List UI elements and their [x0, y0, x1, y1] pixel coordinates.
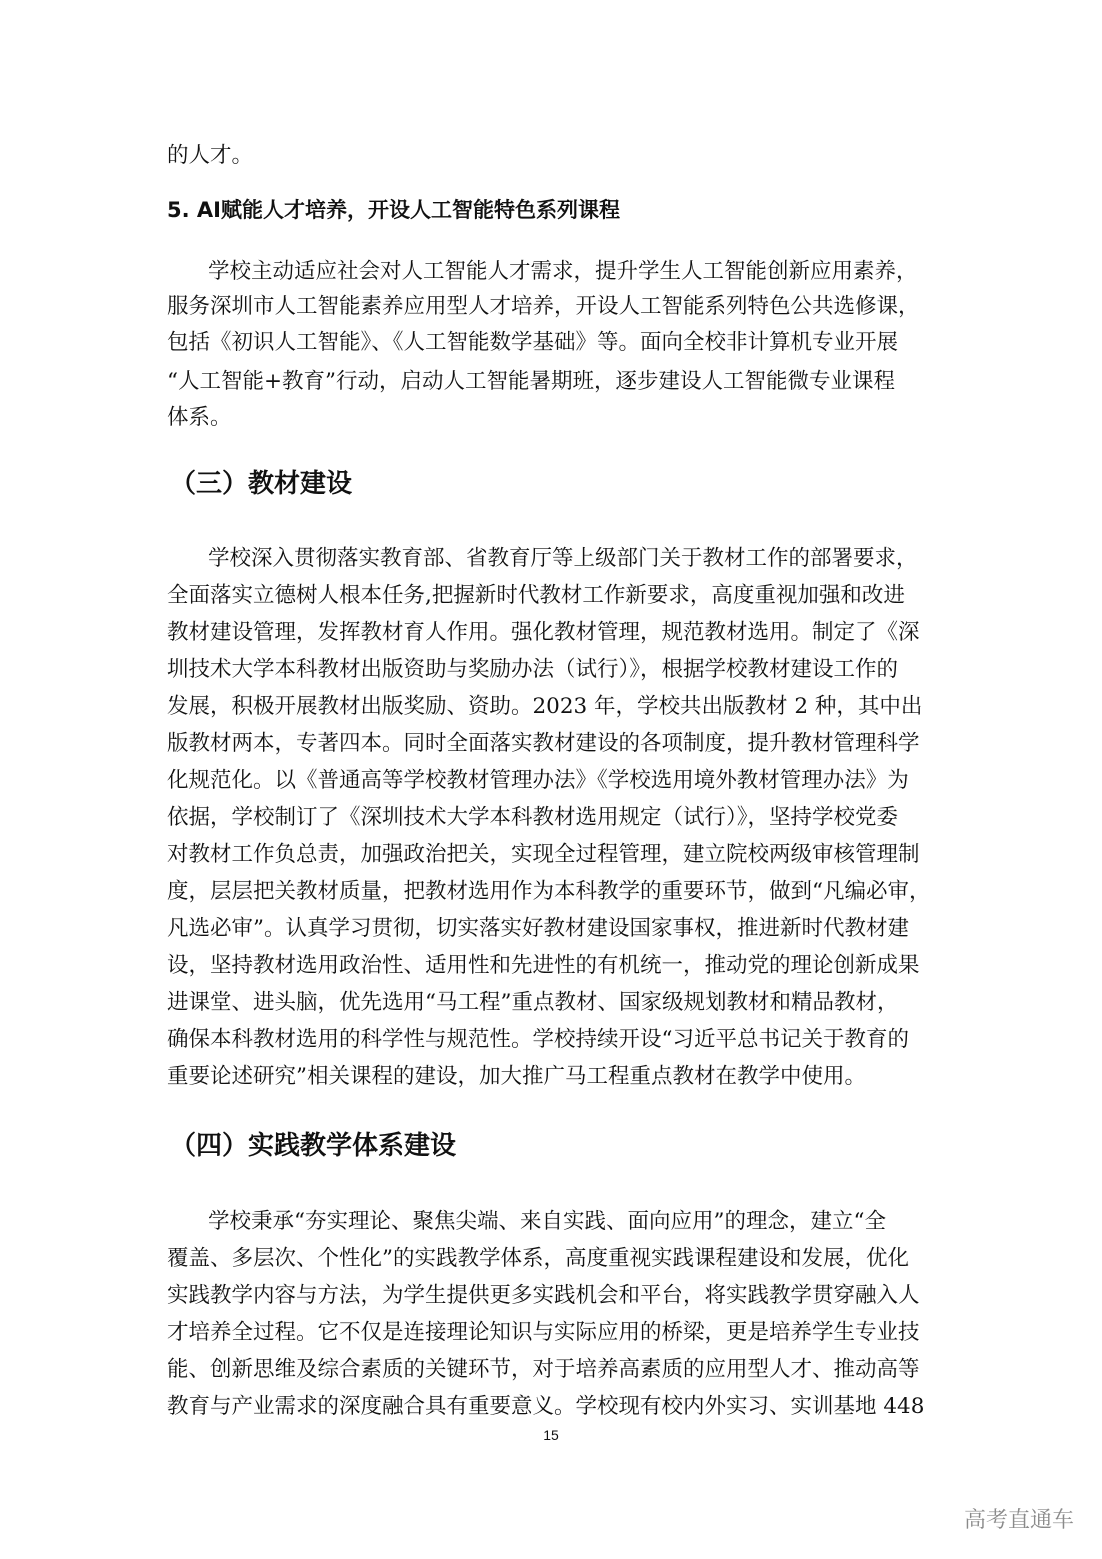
- continuation-paragraph-line: 的人才。: [167, 143, 254, 168]
- page-number: 15: [543, 1427, 559, 1443]
- paragraph-line: 学校秉承“夯实理论、聚焦尖端、来自实践、面向应用”的理念，建立“全: [208, 1209, 886, 1234]
- paragraph-line: 重要论述研究”相关课程的建设，加大推广马工程重点教材在教学中使用。: [167, 1064, 866, 1089]
- paragraph-line: 服务深圳市人工智能素养应用型人才培养，开设人工智能系列特色公共选修课，: [167, 294, 920, 319]
- paragraph-line: 才培养全过程。它不仅是连接理论知识与实际应用的桥梁，更是培养学生专业技: [167, 1320, 920, 1345]
- paragraph-line: 体系。: [167, 405, 232, 430]
- paragraph-line: 确保本科教材选用的科学性与规范性。学校持续开设“习近平总书记关于教育的: [167, 1027, 909, 1052]
- paragraph-line: 能、创新思维及综合素质的关键环节，对于培养高素质的应用型人才、推动高等: [167, 1357, 920, 1382]
- paragraph-line: 依据，学校制订了《深圳技术大学本科教材选用规定（试行）》，坚持学校党委: [167, 805, 899, 830]
- section-4-heading: （四）实践教学体系建设: [170, 1131, 457, 1161]
- paragraph-line: 教材建设管理，发挥教材育人作用。强化教材管理，规范教材选用。制定了《深: [167, 620, 920, 645]
- paragraph-line: 学校深入贯彻落实教育部、省教育厅等上级部门关于教材工作的部署要求，: [208, 546, 918, 571]
- paragraph-line: 设，坚持教材选用政治性、适用性和先进性的有机统一，推动党的理论创新成果: [167, 953, 920, 978]
- paragraph-line: 化规范化。以《普通高等学校教材管理办法》《学校选用境外教材管理办法》为: [167, 768, 909, 793]
- paragraph-line: 发展，积极开展教材出版奖励、资助。2023 年，学校共出版教材 2 种，其中出: [167, 694, 923, 719]
- paragraph-line: 学校主动适应社会对人工智能人才需求，提升学生人工智能创新应用素养，: [208, 259, 918, 284]
- paragraph-line: 实践教学内容与方法，为学生提供更多实践机会和平台，将实践教学贯穿融入人: [167, 1283, 920, 1308]
- paragraph-line: 凡选必审”。认真学习贯彻，切实落实好教材建设国家事权，推进新时代教材建: [167, 916, 909, 941]
- section-5-heading: 5. AI赋能人才培养，开设人工智能特色系列课程: [167, 198, 620, 222]
- paragraph-line: 进课堂、进头脑，优先选用“马工程”重点教材、国家级规划教材和精品教材，: [167, 990, 899, 1015]
- paragraph-line: 全面落实立德树人根本任务,把握新时代教材工作新要求，高度重视加强和改进: [167, 583, 905, 608]
- section-3-heading: （三）教材建设: [170, 469, 353, 499]
- paragraph-line: 圳技术大学本科教材出版资助与奖励办法（试行）》，根据学校教材建设工作的: [167, 657, 899, 682]
- watermark: 高考直通车: [963, 1508, 1074, 1533]
- paragraph-line: 度，层层把关教材质量，把教材选用作为本科教学的重要环节，做到“凡编必审，: [167, 879, 931, 904]
- paragraph-line: “人工智能+教育”行动，启动人工智能暑期班，逐步建设人工智能微专业课程: [167, 369, 896, 394]
- paragraph-line: 包括《初识人工智能》、《人工智能数学基础》等。面向全校非计算机专业开展: [167, 330, 899, 355]
- paragraph-line: 教育与产业需求的深度融合具有重要意义。学校现有校内外实习、实训基地 448: [167, 1394, 925, 1419]
- paragraph-line: 对教材工作负总责，加强政治把关，实现全过程管理，建立院校两级审核管理制: [167, 842, 920, 867]
- paragraph-line: 版教材两本，专著四本。同时全面落实教材建设的各项制度，提升教材管理科学: [167, 731, 920, 756]
- paragraph-line: 覆盖、多层次、个性化”的实践教学体系，高度重视实践课程建设和发展，优化: [167, 1246, 909, 1271]
